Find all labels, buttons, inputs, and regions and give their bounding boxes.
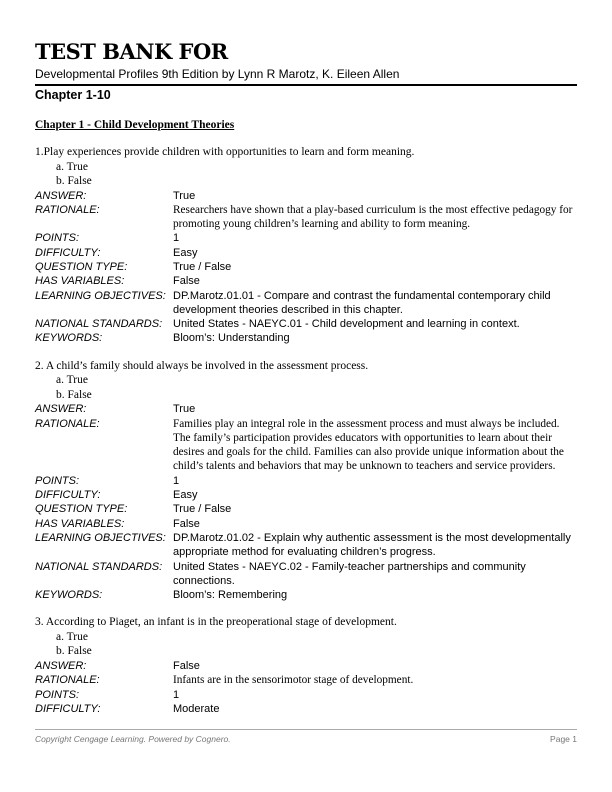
field-value: True <box>173 403 196 416</box>
field-label: QUESTION TYPE: <box>35 503 128 516</box>
field-row <box>35 246 577 260</box>
questions <box>35 145 577 716</box>
field-value: Bloom’s: Understanding <box>173 332 290 345</box>
field-label: POINTS: <box>35 232 80 245</box>
section-heading: Chapter 1 - Child Development Theories <box>35 119 235 131</box>
field-label: LEARNING OBJECTIVES: <box>35 531 166 544</box>
field-value: False <box>173 275 200 288</box>
field-label: DIFFICULTY: <box>35 489 101 502</box>
field-row <box>35 203 577 232</box>
field-label: HAS VARIABLES: <box>35 517 125 530</box>
field-row <box>35 231 577 245</box>
field-label: KEYWORDS: <box>35 589 103 602</box>
field-label: ANSWER: <box>35 403 87 416</box>
question-option: b. False <box>56 388 92 401</box>
field-label: NATIONAL STANDARDS: <box>35 560 163 573</box>
field-label: ANSWER: <box>35 189 87 202</box>
field-value: Moderate <box>173 702 220 715</box>
footer-page-number: Page 1 <box>550 734 577 744</box>
field-row <box>35 531 577 560</box>
question-text: 3. According to Piaget, an infant is in the preoperational stage of development. <box>35 616 397 629</box>
chapter-range: Chapter 1-10 <box>35 88 111 102</box>
question-option: b. False <box>56 175 92 187</box>
field-value: True <box>173 189 196 202</box>
field-label: RATIONALE: <box>35 674 100 687</box>
field-row <box>35 588 577 602</box>
field-row <box>35 274 577 288</box>
question-block <box>35 145 577 346</box>
question-text: 2. A child’s family should always be involved in the assessment process. <box>35 359 369 372</box>
field-value: DP.Marotz.01.02 - Explain why authentic assessment is the most developmentally appropriate method for evaluating children’s progress. <box>173 531 571 559</box>
field-value: United States - NAEYC.01 - Child development and learning in context. <box>173 318 520 331</box>
field-row <box>35 517 577 531</box>
field-row <box>35 673 577 687</box>
field-value: Infants are in the sensorimotor stage of development. <box>173 674 414 687</box>
field-row <box>35 402 577 416</box>
field-row <box>35 659 577 673</box>
field-row <box>35 260 577 274</box>
question-block <box>35 615 577 716</box>
field-label: RATIONALE: <box>35 417 100 430</box>
field-row <box>35 560 577 589</box>
field-value: 1 <box>173 688 180 701</box>
field-row <box>35 317 577 331</box>
question-option: b. False <box>56 645 92 658</box>
footer-copyright: Copyright Cengage Learning. Powered by Cognero. <box>35 734 231 744</box>
field-row <box>35 417 577 474</box>
question-option: a. True <box>56 630 88 643</box>
field-row <box>35 289 577 318</box>
field-label: RATIONALE: <box>35 203 100 216</box>
field-value: Easy <box>173 246 198 259</box>
field-label: NATIONAL STANDARDS: <box>35 318 163 331</box>
field-label: KEYWORDS: <box>35 332 103 345</box>
field-label: DIFFICULTY: <box>35 246 101 259</box>
field-value: 1 <box>173 232 180 245</box>
field-value: Bloom’s: Remembering <box>173 589 288 602</box>
field-row <box>35 702 577 716</box>
field-row <box>35 189 577 203</box>
field-label: LEARNING OBJECTIVES: <box>35 289 166 302</box>
field-value: True / False <box>173 503 232 516</box>
field-label: POINTS: <box>35 688 80 701</box>
field-row <box>35 688 577 702</box>
field-label: POINTS: <box>35 474 80 487</box>
field-value: True / False <box>173 260 232 273</box>
field-label: DIFFICULTY: <box>35 702 101 715</box>
field-row <box>35 502 577 516</box>
page-footer <box>35 729 577 744</box>
test-bank-title: TEST BANK FOR <box>35 39 228 64</box>
question-text: 1.Play experiences provide children with opportunities to learn and form meaning. <box>35 146 415 158</box>
question-option: a. True <box>56 374 88 387</box>
field-value: Easy <box>173 489 198 502</box>
question-option: a. True <box>56 160 88 173</box>
question-block <box>35 359 577 603</box>
field-value: United States - NAEYC.02 - Family-teacher partnerships and community connections. <box>173 560 526 587</box>
field-value: DP.Marotz.01.01 - Compare and contrast the fundamental contemporary child development theories described in this chapter. <box>173 289 551 316</box>
field-label: QUESTION TYPE: <box>35 260 128 273</box>
field-label: HAS VARIABLES: <box>35 275 125 288</box>
document-header <box>35 39 577 86</box>
field-label: ANSWER: <box>35 659 87 672</box>
field-value: 1 <box>173 474 180 487</box>
field-row <box>35 331 577 345</box>
field-value: False <box>173 517 200 530</box>
field-value: False <box>173 659 200 672</box>
field-row <box>35 488 577 502</box>
field-value: Researchers have shown that a play-based curriculum is the most effective pedagogy for promoting young children’s learning and ability to form meaning. <box>173 203 573 231</box>
field-value: Families play an integral role in the assessment process and must always be included. The family’s participation provides educators with opportunities to learn about their desires and goals for the child. Families can also provide unique information about the child’s talents and behaviors that may be unknown to teachers and service providers. <box>173 417 564 473</box>
field-row <box>35 474 577 488</box>
book-subtitle: Developmental Profiles 9th Edition by Lynn R Marotz, K. Eileen Allen <box>35 67 400 81</box>
